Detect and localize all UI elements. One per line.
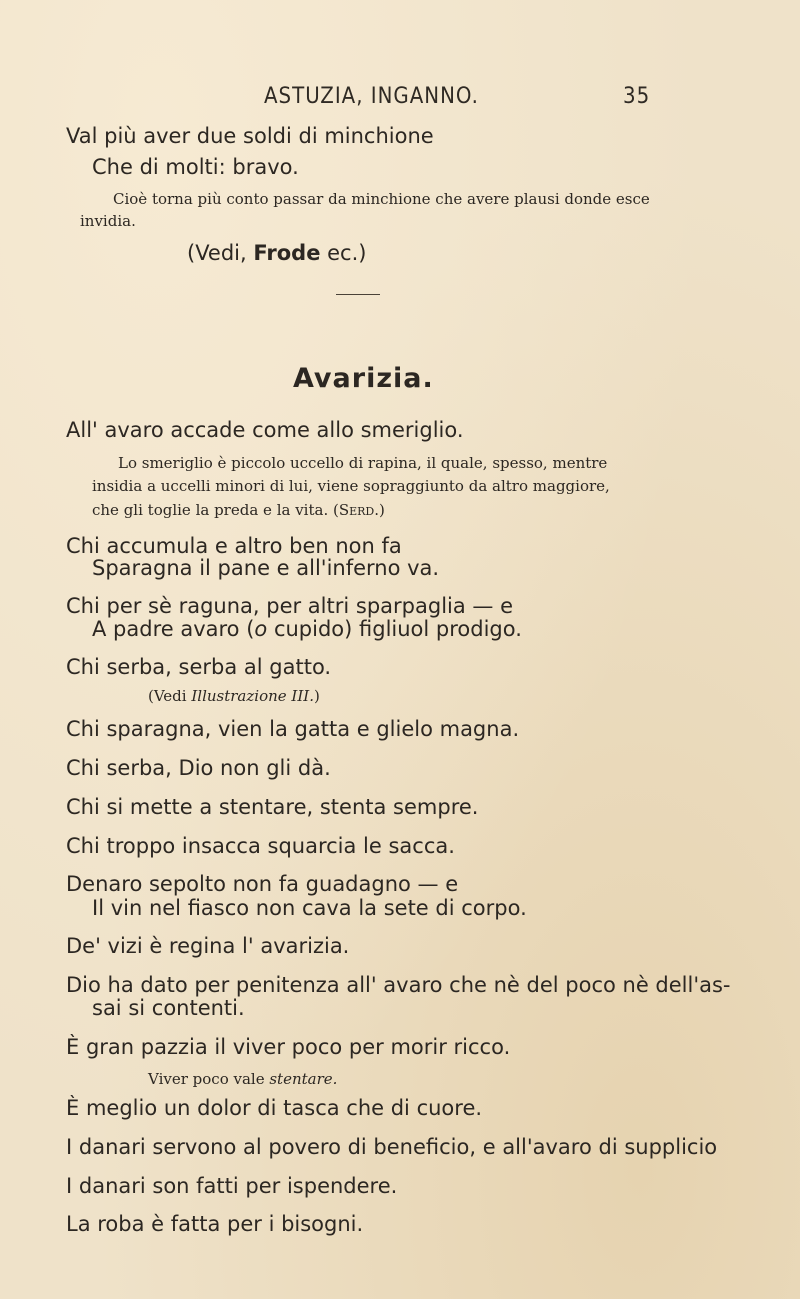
proverb-line: Chi serba, Dio non gli dà.	[66, 756, 331, 780]
explanatory-note: insidia a uccelli minori di lui, viene sopraggiunto da altro maggiore,	[92, 477, 610, 495]
proverb-line: Il vin nel fiasco non cava la sete di corpo.	[92, 896, 527, 920]
explanatory-note: Cioè torna più conto passar da minchione che avere plausi donde esce	[113, 190, 650, 208]
proverb-line: De' vizi è regina l' avarizia.	[66, 934, 350, 958]
section-title: Avarizia.	[293, 363, 434, 394]
proverb-line: All' avaro accade come allo smeriglio.	[66, 418, 464, 442]
cross-reference: (Vedi, Frode ec.)	[187, 241, 367, 265]
proverb-line: I danari servono al povero di beneficio, e all'avaro di supplicio	[66, 1135, 718, 1159]
section-divider	[336, 294, 380, 295]
proverb-line: Chi per sè raguna, per altri sparpaglia — e	[66, 594, 513, 618]
author-abbreviation: Serd.	[338, 501, 380, 519]
proverb-line: Chi troppo insacca squarcia le sacca.	[66, 834, 455, 858]
proverb-line: Che di molti: bravo.	[92, 155, 299, 179]
proverb-line: Val più aver due soldi di minchione	[66, 124, 434, 148]
proverb-line: Sparagna il pane e all'inferno va.	[92, 556, 440, 580]
proverb-line: La roba è fatta per i bisogni.	[66, 1212, 364, 1236]
proverb-line: sai si contenti.	[92, 996, 245, 1020]
proverb-line: È gran pazzia il viver poco per morir ricco.	[66, 1035, 511, 1059]
cross-reference-term: Frode	[253, 241, 321, 265]
cross-reference: (Vedi Illustrazione III.)	[148, 687, 320, 705]
illustration-reference: Illustrazione III.	[191, 687, 314, 705]
explanatory-note: invidia.	[80, 212, 136, 230]
proverb-line: I danari son fatti per ispendere.	[66, 1174, 398, 1198]
proverb-line: Denaro sepolto non fa guadagno — e	[66, 872, 459, 896]
running-header: ASTUZIA, INGANNO.	[264, 84, 479, 109]
explanatory-note: che gli toglie la preda e la vita. (Serd.)	[92, 501, 385, 519]
explanatory-note: Viver poco vale stentare.	[148, 1070, 338, 1088]
proverb-line: Chi si mette a stentare, stenta sempre.	[66, 795, 479, 819]
page-number: 35	[623, 84, 651, 109]
proverb-line: A padre avaro (o cupido) figliuol prodigo.	[92, 617, 522, 641]
proverb-line: È meglio un dolor di tasca che di cuore.	[66, 1096, 483, 1120]
proverb-line: Chi serba, serba al gatto.	[66, 655, 332, 679]
proverb-line: Dio ha dato per penitenza all' avaro che nè del poco nè dell'as-	[66, 973, 731, 997]
explanatory-note: Lo smeriglio è piccolo uccello di rapina, il quale, spesso, mentre	[118, 454, 608, 472]
proverb-line: Chi sparagna, vien la gatta e glielo magna.	[66, 717, 520, 741]
proverb-line: Chi accumula e altro ben non fa	[66, 534, 402, 558]
